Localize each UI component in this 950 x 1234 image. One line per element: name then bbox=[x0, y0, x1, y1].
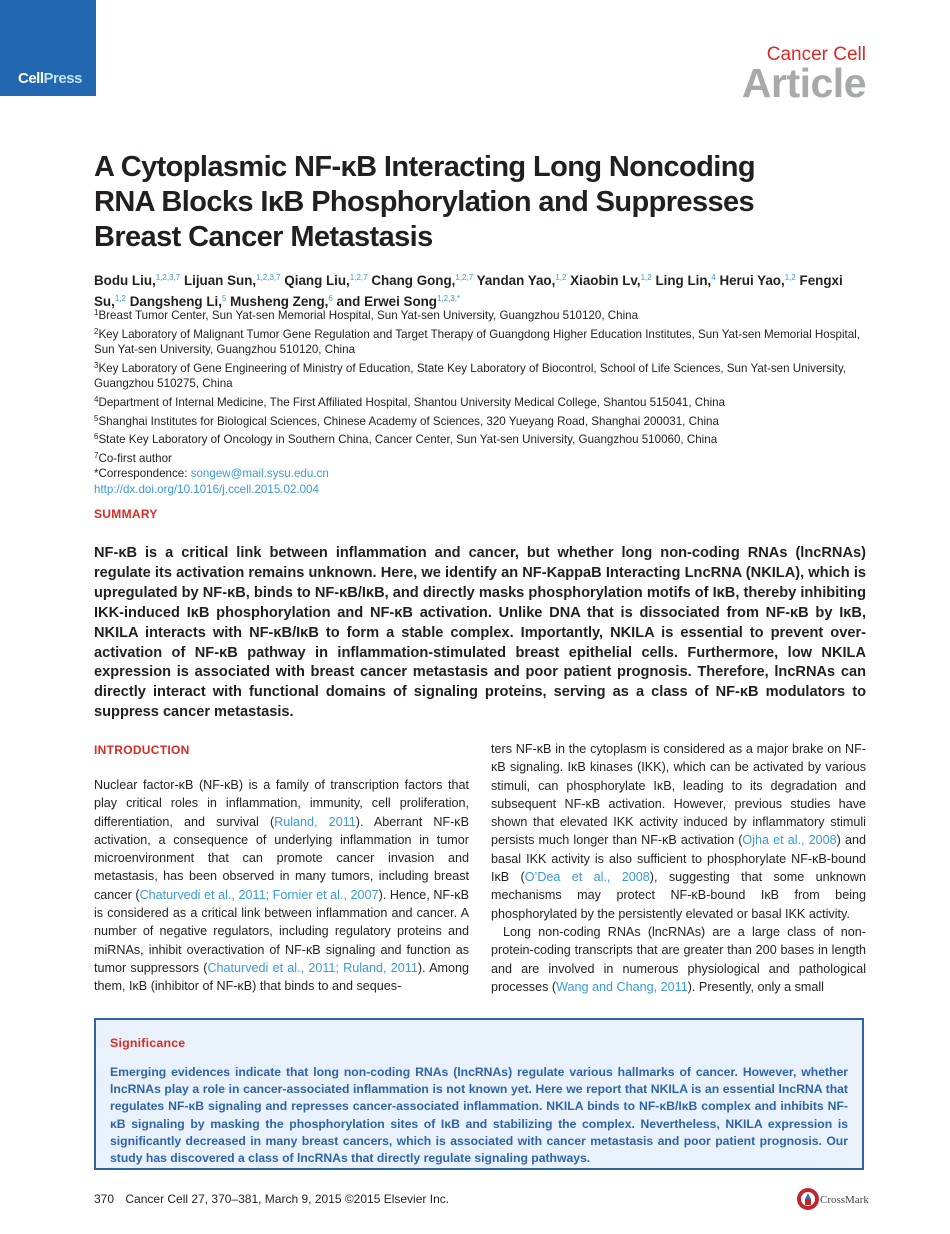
author-name: Yandan Yao, bbox=[476, 273, 556, 288]
affiliation-number: 2 bbox=[94, 326, 99, 336]
affiliation-item bbox=[94, 305, 874, 324]
author-affiliation-marker[interactable]: 1,2 bbox=[784, 273, 796, 282]
citation-link[interactable]: Wang and Chang, 2011 bbox=[556, 979, 688, 994]
intro-paragraph-1: Nuclear factor-κB (NF-κB) is a family of transcription factors that play critical roles in inflammation, immunity, cell proliferation, differentiation, and survival (Ruland, 2011). Aberrant NF-κB activation, a consequence of underlying inflammation in tumor microenvironment that can promote cancer invasion and metastasis, has been observed in many tumors, including breast cancer (Chaturvedi et al., 2011; Fornier et al., 2007). Hence, NF-κB is considered as a critical link between inflammation and cancer. A number of negative regulators, including regulatory proteins and miRNAs, inhibit overactivation of NF-κB signaling and function as tumor suppressors (Chaturvedi et al., 2011; Ruland, 2011). Among them, IκB (inhibitor of NF-κB) that binds to and seques- bbox=[94, 778, 470, 994]
affiliation-number: 1 bbox=[94, 308, 99, 317]
affiliation-number: 5 bbox=[94, 413, 99, 423]
affiliation-number: 6 bbox=[94, 432, 99, 442]
affiliation-text: Co-first author bbox=[98, 451, 172, 465]
summary-heading: SUMMARY bbox=[94, 507, 158, 521]
author-name: Chang Gong, bbox=[371, 273, 456, 288]
citation-link[interactable]: Chaturvedi et al., 2011; Fornier et al., 2007 bbox=[139, 887, 379, 902]
author-affiliation-marker[interactable]: 6 bbox=[328, 294, 333, 303]
significance-text: Emerging evidences indicate that long non-coding RNAs (lncRNAs) regulate various hallmarks of cancer. However, whether lncRNAs play a role in cancer-associated inflammation is not known yet. Here we report that NKILA is an essential lncRNA that regulates NF-κB signaling and represses cancer-associated inflammation. NKILA binds to NF-κB/IκB complex and inhibits NF-κB signaling by masking the phosphorylation sites of IκB and stabilizing the complex. Nevertheless, NKILA expression is significantly decreased in many breast cancers, which is associated with cancer metastasis and poor patient prognosis. Our study has discovered a class of lncRNAs that directly regulate signaling pathways. bbox=[110, 1065, 848, 1166]
citation-link[interactable]: Ojha et al., 2008 bbox=[742, 833, 837, 848]
affiliation-text: Department of Internal Medicine, The First Affiliated Hospital, Shantou University Medical College, Shantou 515041, China bbox=[98, 395, 726, 409]
affiliation-text: Key Laboratory of Malignant Tumor Gene Regulation and Target Therapy of Guangdong Higher Education Institutes, Sun Yat-sen Memorial Hospital, Sun Yat-sen University, Guangzhou 510120, China bbox=[94, 327, 861, 357]
affiliation-item bbox=[94, 358, 874, 392]
correspondence-email-link[interactable]: songew@mail.sysu.edu.cn bbox=[190, 467, 329, 481]
author-name: Bodu Liu, bbox=[94, 273, 156, 288]
author-name: Xiaobin Lv, bbox=[570, 273, 641, 288]
author-name: Herui Yao, bbox=[719, 273, 785, 288]
affiliation-text: Shanghai Institutes for Biological Sciences, Chinese Academy of Sciences, 320 Yueyang Road, Shanghai 200031, China bbox=[98, 414, 719, 428]
author-affiliation-marker[interactable]: 4 bbox=[711, 273, 716, 282]
author-name: and Erwei Song bbox=[336, 294, 437, 309]
affiliation-item bbox=[94, 429, 874, 448]
affiliation-item bbox=[94, 411, 874, 430]
author-name: Ling Lin, bbox=[655, 273, 712, 288]
cellpress-logo: CellPress bbox=[18, 70, 82, 87]
affiliations bbox=[94, 305, 874, 498]
affiliation-number: 7 bbox=[94, 450, 99, 460]
author-affiliation-marker[interactable]: 1,2,3,7 bbox=[155, 273, 181, 282]
author-affiliation-marker[interactable]: 1,2 bbox=[114, 294, 126, 303]
correspondence: *Correspondence: songew@mail.sysu.edu.cn bbox=[94, 467, 329, 481]
affiliation-item bbox=[94, 392, 874, 411]
journal-name: Cancer Cell bbox=[766, 44, 866, 65]
affiliation-item bbox=[94, 448, 874, 467]
affiliation-number: 4 bbox=[94, 394, 99, 404]
author-affiliation-marker[interactable]: 1,2 bbox=[555, 273, 567, 282]
affiliation-item bbox=[94, 324, 874, 358]
doi-link[interactable]: http://dx.doi.org/10.1016/j.ccell.2015.02.004 bbox=[94, 482, 319, 496]
affiliation-text: Key Laboratory of Gene Engineering of Ministry of Education, State Key Laboratory of Biocontrol, School of Life Sciences, Sun Yat-sen University, Guangzhou 510275, China bbox=[94, 361, 847, 391]
intro-column-left bbox=[94, 776, 469, 996]
page-number: 370 bbox=[94, 1192, 115, 1206]
summary-text: NF-κB is a critical link between inflammation and cancer, but whether long non-coding RNAs (lncRNAs) regulate its activation remains unknown. Here, we identify an NF-KappaB Interacting LncRNA (NKILA), which is upregulated by NF-κB, binds to NF-κB/IκB, and directly masks phosphorylation motifs of IκB, thereby inhibiting IKK-induced IκB phosphorylation and NF-κB activation. Unlike DNA that is dissociated from NF-κB by IκB, NKILA interacts with NF-κB/IκB to form a stable complex. Importantly, NKILA is essential to prevent over-activation of NF-κB pathway in inflammation-stimulated breast epithelial cells. Furthermore, low NKILA expression is associated with breast cancer metastasis and poor patient prognosis. Therefore, lncRNAs can directly interact with functional domains of signaling proteins, serving as a class of NF-κB modulators to suppress cancer metastasis. bbox=[94, 545, 866, 721]
crossmark-label: CrossMark bbox=[820, 1194, 869, 1206]
page-footer bbox=[94, 1192, 449, 1206]
page-title: A Cytoplasmic NF-κB Interacting Long Noncoding RNA Blocks IκB Phosphorylation and Suppresses Breast Cancer Metastasis bbox=[94, 151, 755, 253]
significance-box bbox=[94, 1018, 864, 1170]
author-affiliation-marker[interactable]: 1,2,3,7 bbox=[256, 273, 281, 282]
intro-paragraph-1-cont: ters NF-κB in the cytoplasm is considered as a major brake on NF-κB signaling. IκB kinases (IKK), which can be activated by various stimuli, can phosphorylate IκB, leading to its degradation and subsequent NF-κB activation. However, previous studies have shown that elevated IKK activity induced by inflammatory stimuli persists much longer than NF-κB activation (Ojha et al., 2008) and basal IKK activity is also sufficient to phosphorylate NF-κB-bound IκB (O’Dea et al., 2008), suggesting that some unknown mechanisms may protect NF-κB-bound IκB from being phosphorylated by the persistently elevated or basal IKK activity. bbox=[491, 742, 866, 921]
citation-link[interactable]: Chaturvedi et al., 2011; Ruland, 2011 bbox=[207, 960, 418, 975]
author-name: Lijuan Sun, bbox=[183, 273, 257, 288]
intro-column-right bbox=[491, 740, 866, 996]
affiliation-number: 3 bbox=[94, 360, 99, 370]
article-type: Article bbox=[741, 60, 866, 106]
citation-link[interactable]: Ruland, 2011 bbox=[274, 814, 356, 829]
author-name: Musheng Zeng, bbox=[230, 294, 329, 309]
author-name: Dangsheng Li, bbox=[129, 294, 222, 309]
author-name: Qiang Liu, bbox=[284, 273, 350, 288]
author-affiliation-marker[interactable]: 5 bbox=[221, 294, 227, 303]
author-affiliation-marker[interactable]: 1,2,3,* bbox=[437, 294, 461, 303]
introduction-heading: INTRODUCTION bbox=[94, 743, 190, 757]
significance-heading: Significance bbox=[110, 1036, 186, 1050]
author-affiliation-marker[interactable]: 1,2,7 bbox=[455, 273, 474, 282]
affiliation-text: Breast Tumor Center, Sun Yat-sen Memorial Hospital, Sun Yat-sen University, Guangzhou 510120, China bbox=[98, 309, 639, 322]
author-name: Fengxi Su, bbox=[94, 273, 843, 309]
affiliation-text: State Key Laboratory of Oncology in Southern China, Cancer Center, Sun Yat-sen University, Guangzhou 510060, China bbox=[98, 433, 718, 447]
intro-paragraph-2: Long non-coding RNAs (lncRNAs) are a large class of non-protein-coding transcripts that are greater than 200 bases in length and are involved in numerous physiological and pathological processes (Wang and Chang, 2011). Presently, only a small bbox=[491, 924, 866, 994]
citation-link[interactable]: O’Dea et al., 2008 bbox=[524, 870, 650, 885]
author-affiliation-marker[interactable]: 1,2 bbox=[640, 273, 652, 282]
author-affiliation-marker[interactable]: 1,2,7 bbox=[349, 273, 368, 282]
footer-citation: Cancer Cell 27, 370–381, March 9, 2015 ©2015 Elsevier Inc. bbox=[125, 1192, 450, 1206]
